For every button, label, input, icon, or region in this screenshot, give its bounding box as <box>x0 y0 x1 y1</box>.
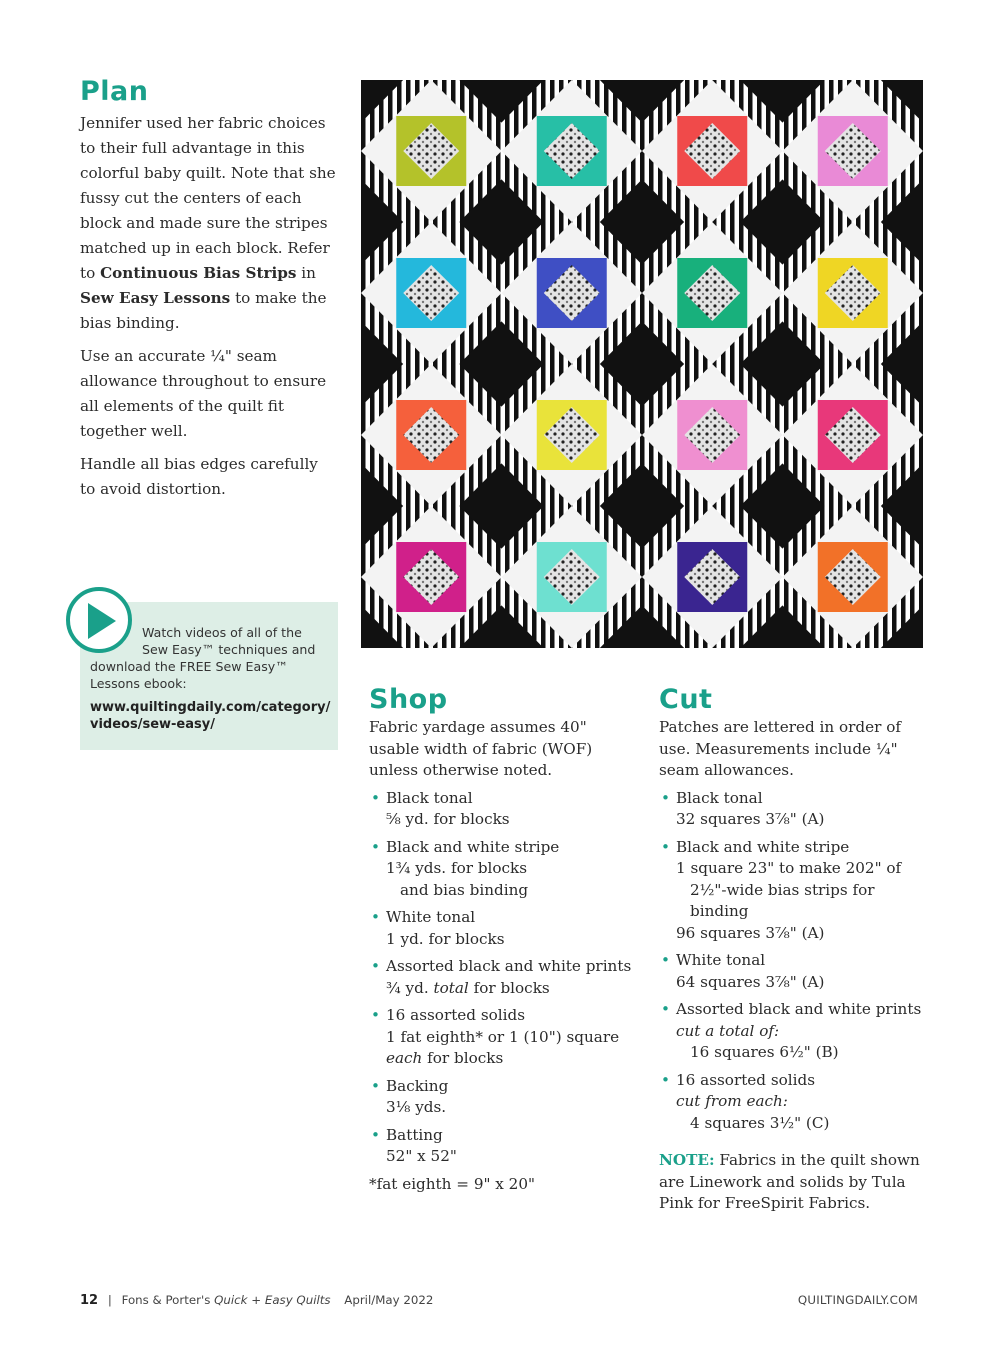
cut-note: NOTE: Fabrics in the quilt shown are Linework and solids by Tula Pink for FreeSpirit Fabrics. <box>659 1151 920 1212</box>
list-item: • Batting 52" x 52" <box>369 1125 639 1168</box>
list-item: • White tonal 64 squares 3⅞" (A) <box>659 950 929 993</box>
shop-intro: Fabric yardage assumes 40" usable width of fabric (WOF) unless otherwise noted. <box>369 718 593 779</box>
video-link[interactable]: www.quiltingdaily.com/category/ videos/sew-easy/ <box>90 700 331 732</box>
list-item: • Black tonal ⅝ yd. for blocks <box>369 788 639 831</box>
cut-title: Cut <box>659 684 713 715</box>
list-item: • 16 assorted solids cut from each: 4 squares 3½" (C) <box>659 1070 929 1135</box>
list-item: • White tonal 1 yd. for blocks <box>369 907 639 950</box>
list-item: • Assorted black and white prints cut a total of: 16 squares 6½" (B) <box>659 999 929 1064</box>
video-callout-text: Watch videos of all of the Sew Easy™ techniques and download the FREE Sew Easy™ Lessons ebook: <box>90 625 316 691</box>
list-item: • Black and white stripe 1 square 23" to make 202" of 2½"-wide bias strips for binding 96 squares 3⅞" (A) <box>659 837 929 945</box>
quilt-photo <box>361 80 923 648</box>
plan-paragraph-2: Use an accurate ¼" seam allowance throughout to ensure all elements of the quilt fit together well. <box>80 347 327 440</box>
list-item: • Assorted black and white prints ¾ yd. total for blocks <box>369 956 639 999</box>
cut-section <box>659 683 929 1215</box>
shop-section <box>369 683 639 1195</box>
plan-paragraph-1: Jennifer used her fabric choices to their full advantage in this colorful baby quilt. Note that she fussy cut the centers of each block and made sure the stripes matched up in each block. Refer to Continuous Bias Strips in Sew Easy Lessons to make the bias binding. <box>80 114 336 332</box>
page-footer <box>80 1293 918 1308</box>
shop-footnote: *fat eighth = 9" x 20" <box>369 1174 535 1193</box>
list-item: • 16 assorted solids 1 fat eighth* or 1 (10") square each for blocks <box>369 1005 639 1070</box>
plan-section <box>80 76 336 510</box>
list-item: • Black and white stripe 1¾ yds. for blocks and bias binding <box>369 837 639 902</box>
footer-separator: | <box>107 1293 112 1307</box>
shop-list <box>369 788 639 1168</box>
plan-paragraph-3: Handle all bias edges carefully to avoid distortion. <box>80 455 318 498</box>
footer-site[interactable]: QUILTINGDAILY.COM <box>797 1293 918 1307</box>
publication-name: Fons & Porter's Quick + Easy Quilts <box>121 1293 331 1307</box>
cut-list <box>659 788 929 1135</box>
cut-intro: Patches are lettered in order of use. Measurements include ¼" seam allowances. <box>659 718 901 779</box>
shop-title: Shop <box>369 684 448 715</box>
plan-title: Plan <box>80 76 149 107</box>
page-number: 12 <box>80 1293 99 1308</box>
issue-date: April/May 2022 <box>344 1293 434 1307</box>
list-item: • Backing 3⅛ yds. <box>369 1076 639 1119</box>
list-item: • Black tonal 32 squares 3⅞" (A) <box>659 788 929 831</box>
